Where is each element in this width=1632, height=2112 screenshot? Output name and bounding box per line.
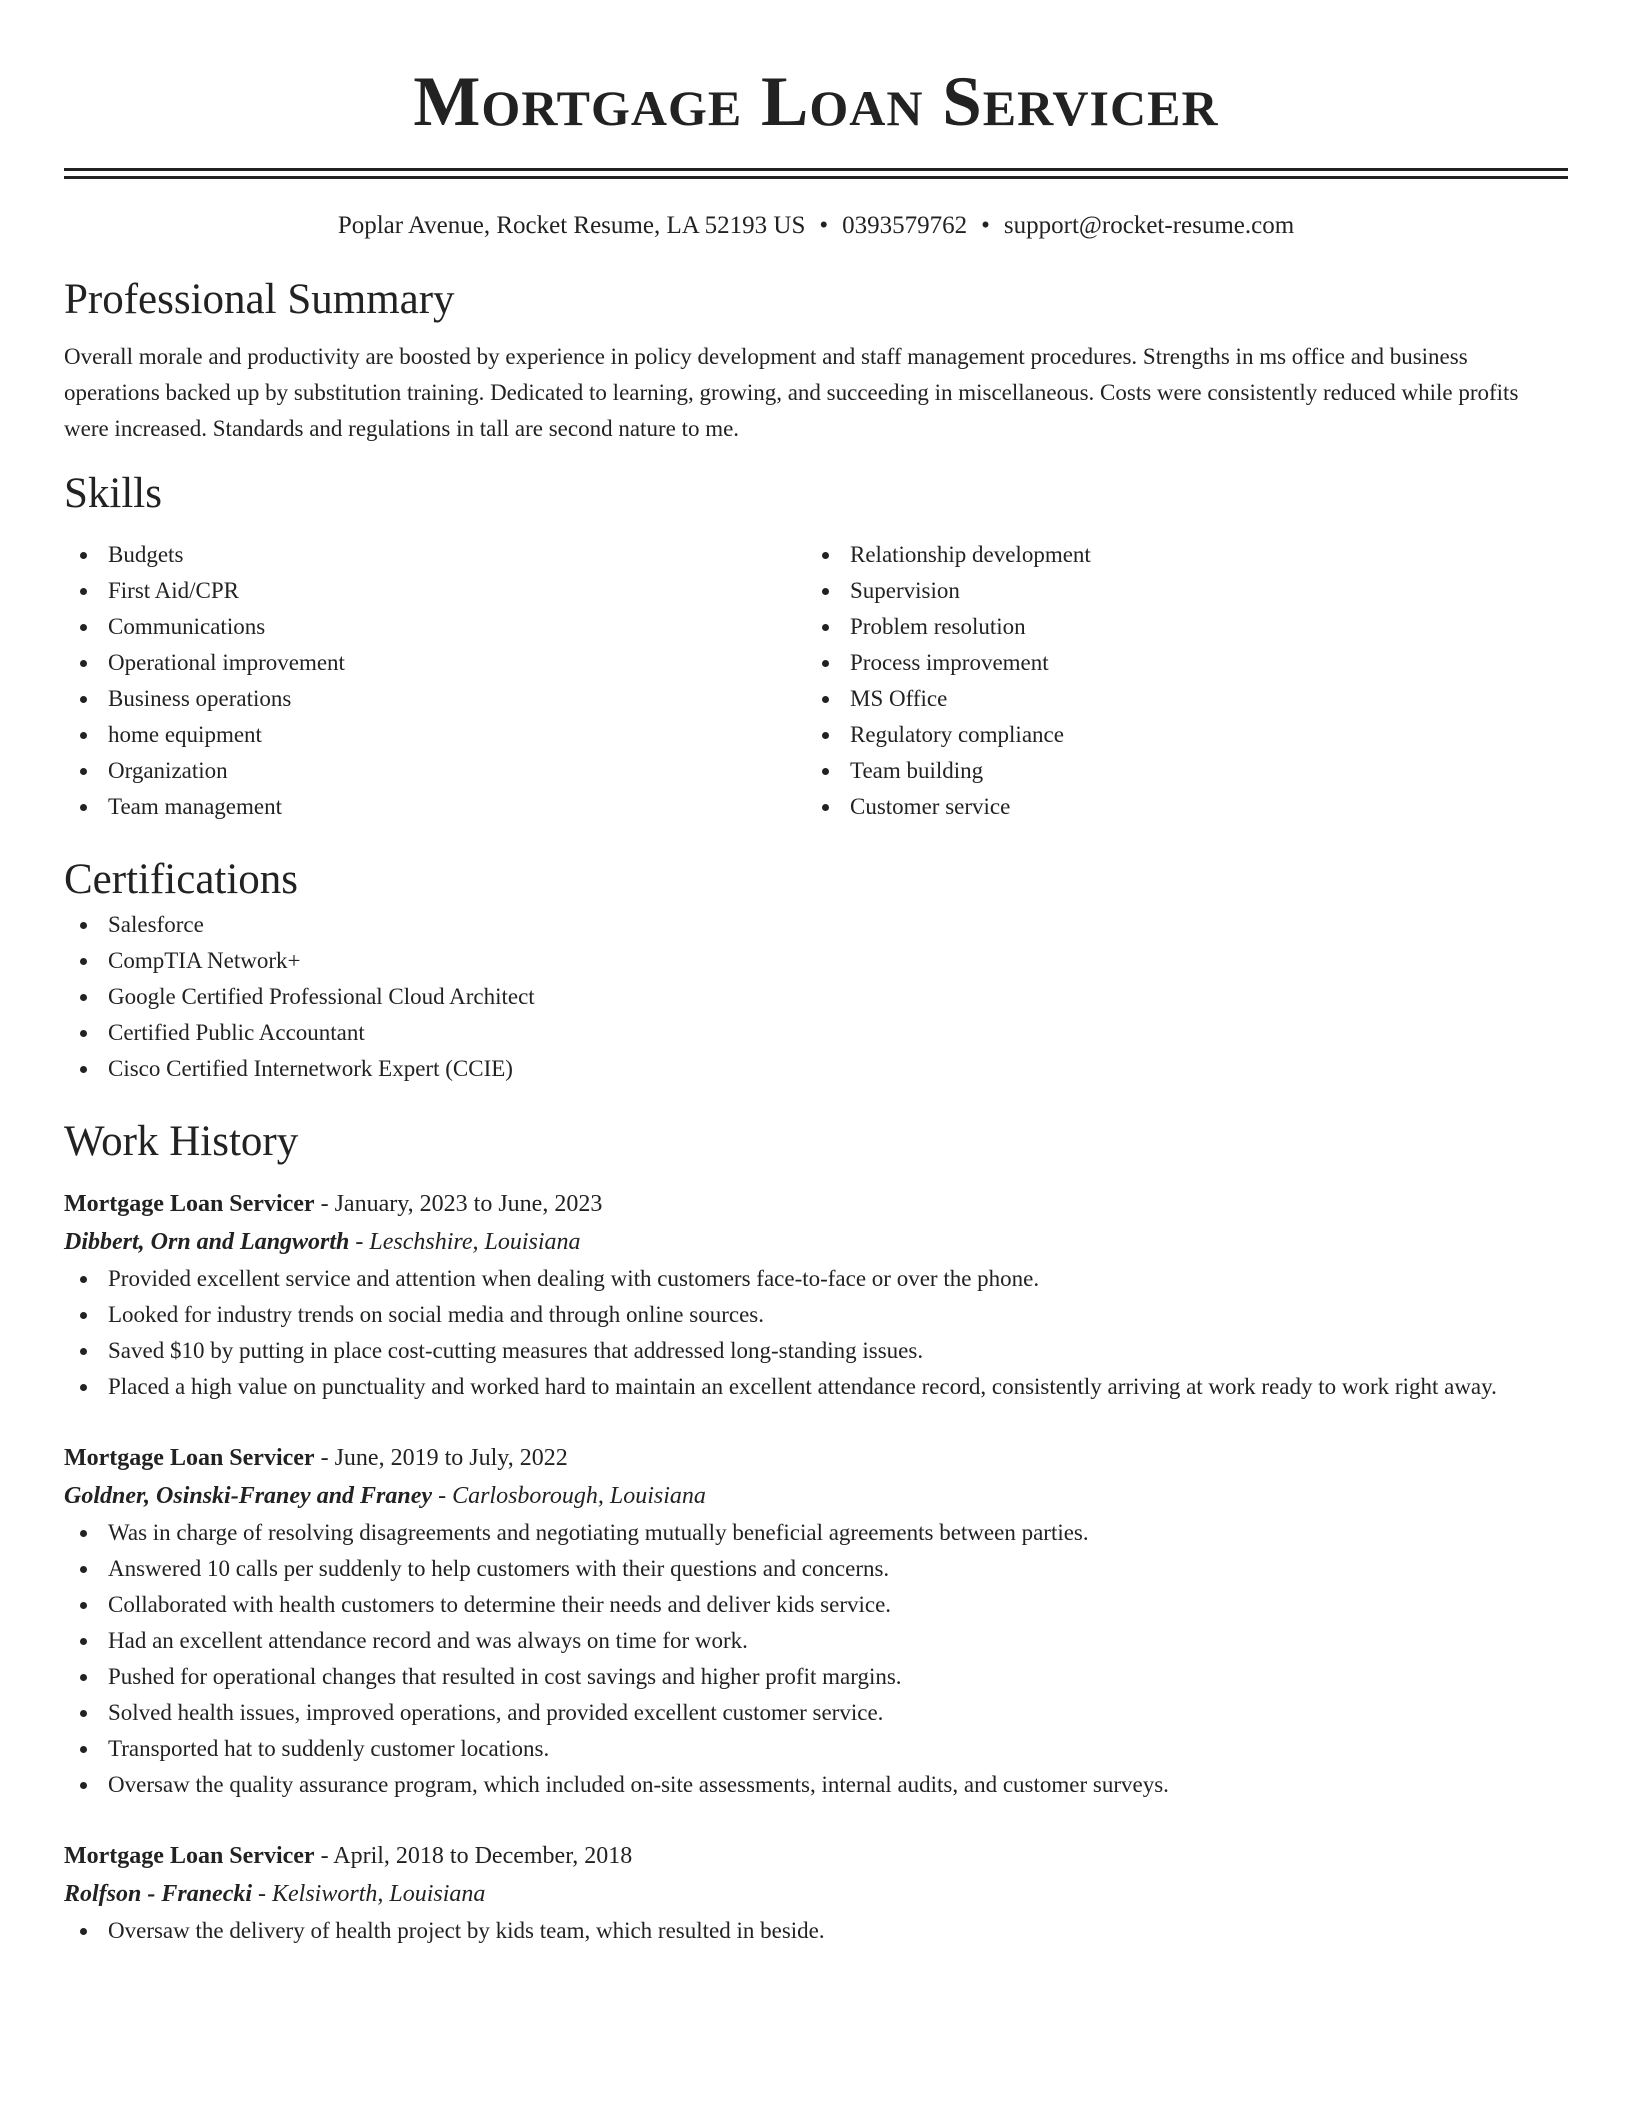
certification-item: Certified Public Accountant: [64, 1015, 1568, 1051]
summary-text: Overall morale and productivity are boosted by experience in policy development and staff management procedures. Strengths in ms office and business operations backed up by substitution training. Dedicated to learning, growing, and succeeding in miscellaneous. Costs were consistently reduced while profits were increased. Standards and regulations in tall are second nature to me.: [64, 344, 1519, 441]
bullet-icon: [80, 958, 87, 965]
job-title: Mortgage Loan Servicer: [64, 1445, 315, 1471]
contact-phone: 0393579762: [842, 212, 968, 239]
bullet-icon: [80, 1530, 87, 1537]
work-history-heading: Work History: [64, 1118, 299, 1165]
job-duty-item: Solved health issues, improved operations, and provided excellent customer service.: [64, 1695, 1568, 1731]
job-duty-item: Looked for industry trends on social media and through online sources.: [64, 1297, 1568, 1333]
job-duty-item: Pushed for operational changes that resulted in cost savings and higher profit margins.: [64, 1659, 1568, 1695]
bullet-icon: [80, 660, 87, 667]
certifications-heading: Certifications: [64, 856, 299, 903]
bullet-icon: [80, 994, 87, 1001]
resume-name: Mortgage Loan Servicer: [413, 63, 1219, 141]
bullet-icon: [80, 1384, 87, 1391]
summary-heading: Professional Summary: [64, 276, 455, 323]
skill-item: Customer service: [806, 789, 1548, 825]
bullet-icon: [822, 552, 829, 559]
certifications-section: [64, 853, 1568, 1087]
bullet-icon: [822, 588, 829, 595]
bullet-icon: [80, 1030, 87, 1037]
job-duty-item: Placed a high value on punctuality and worked hard to maintain an excellent attendance record, consistently arriving at work ready to work right away.: [64, 1369, 1568, 1405]
job-duty-item: Answered 10 calls per suddenly to help customers with their questions and concerns.: [64, 1551, 1568, 1587]
job-entry: [64, 1439, 1568, 1803]
bullet-icon: [80, 624, 87, 631]
job-entry: [64, 1837, 1568, 1949]
skills-section: [64, 467, 1568, 825]
skill-item: Budgets: [64, 537, 806, 573]
bullet-icon: [80, 552, 87, 559]
job-duty-item: Was in charge of resolving disagreements and negotiating mutually beneficial agreements between parties.: [64, 1515, 1568, 1551]
job-duty-item: Provided excellent service and attention when dealing with customers face-to-face or over the phone.: [64, 1261, 1568, 1297]
job-duty-item: Collaborated with health customers to determine their needs and deliver kids service.: [64, 1587, 1568, 1623]
job-duty-item: Transported hat to suddenly customer locations.: [64, 1731, 1568, 1767]
skill-item: Operational improvement: [64, 645, 806, 681]
skill-item: Process improvement: [806, 645, 1548, 681]
contact-line: [64, 209, 1568, 243]
bullet-icon: [822, 768, 829, 775]
certification-item: Salesforce: [64, 907, 1568, 943]
job-duties-list: [64, 1913, 1568, 1949]
skills-column-left: [64, 537, 806, 825]
job-duty-item: Oversaw the delivery of health project by kids team, which resulted in beside.: [64, 1913, 1568, 1949]
job-location: Carlosborough, Louisiana: [452, 1483, 706, 1509]
job-title-line: Mortgage Loan Servicer - June, 2019 to July, 2022: [64, 1445, 568, 1471]
bullet-icon: [822, 732, 829, 739]
bullet-icon: [80, 1746, 87, 1753]
certification-item: Cisco Certified Internetwork Expert (CCIE): [64, 1051, 1568, 1087]
work-history-section: [64, 1115, 1568, 1949]
bullet-icon: [80, 1566, 87, 1573]
header-divider: [64, 168, 1568, 179]
bullet-icon: [80, 1312, 87, 1319]
bullet-icon: [80, 696, 87, 703]
bullet-icon: [80, 804, 87, 811]
job-company: Dibbert, Orn and Langworth: [64, 1229, 350, 1255]
job-company: Goldner, Osinski-Franey and Franey: [64, 1483, 433, 1509]
certifications-list: [64, 907, 1568, 1087]
job-company: Rolfson - Franecki: [64, 1881, 253, 1907]
bullet-icon: [80, 1928, 87, 1935]
certification-item: Google Certified Professional Cloud Architect: [64, 979, 1568, 1015]
bullet-icon: [80, 588, 87, 595]
job-duties-list: [64, 1515, 1568, 1803]
job-duty-item: Saved $10 by putting in place cost-cutting measures that addressed long-standing issues.: [64, 1333, 1568, 1369]
bullet-icon: [80, 1710, 87, 1717]
bullet-icon: [822, 696, 829, 703]
skills-grid: [64, 537, 1568, 825]
summary-section: [64, 273, 1568, 447]
bullet-icon: [80, 768, 87, 775]
bullet-icon: [80, 922, 87, 929]
skill-item: Supervision: [806, 573, 1548, 609]
job-title-line: Mortgage Loan Servicer - January, 2023 to June, 2023: [64, 1191, 603, 1217]
job-dates: January, 2023 to June, 2023: [334, 1191, 603, 1217]
job-company-line: Goldner, Osinski-Franey and Franey - Carlosborough, Louisiana: [64, 1483, 706, 1509]
skill-item: Relationship development: [806, 537, 1548, 573]
skill-item: Team building: [806, 753, 1548, 789]
bullet-icon: [80, 1066, 87, 1073]
job-duty-item: Had an excellent attendance record and was always on time for work.: [64, 1623, 1568, 1659]
job-duty-item: Oversaw the quality assurance program, which included on-site assessments, internal audits, and customer surveys.: [64, 1767, 1568, 1803]
skill-item: First Aid/CPR: [64, 573, 806, 609]
job-duties-list: [64, 1261, 1568, 1405]
bullet-icon: [80, 1276, 87, 1283]
bullet-icon: [80, 732, 87, 739]
skill-item: Business operations: [64, 681, 806, 717]
bullet-icon: [80, 1674, 87, 1681]
contact-email: support@rocket-resume.com: [1003, 212, 1295, 239]
bullet-icon: [822, 660, 829, 667]
bullet-icon: [80, 1602, 87, 1609]
skills-heading: Skills: [64, 470, 162, 517]
bullet-icon: [80, 1782, 87, 1789]
bullet-icon: [822, 804, 829, 811]
certification-item: CompTIA Network+: [64, 943, 1568, 979]
skill-item: Team management: [64, 789, 806, 825]
skills-column-right: [806, 537, 1548, 825]
bullet-icon: [80, 1348, 87, 1355]
job-title-line: Mortgage Loan Servicer - April, 2018 to December, 2018: [64, 1843, 633, 1869]
contact-separator: •: [981, 212, 990, 239]
bullet-icon: [822, 624, 829, 631]
job-company-line: Rolfson - Franecki - Kelsiworth, Louisiana: [64, 1881, 486, 1907]
job-title: Mortgage Loan Servicer: [64, 1843, 315, 1869]
skill-item: Organization: [64, 753, 806, 789]
contact-separator: •: [819, 212, 829, 239]
job-entry: [64, 1185, 1568, 1405]
resume-page: [64, 0, 1568, 1949]
skill-item: Communications: [64, 609, 806, 645]
skill-item: Problem resolution: [806, 609, 1548, 645]
job-company-line: Dibbert, Orn and Langworth - Leschshire, Louisiana: [64, 1229, 581, 1255]
skill-item: MS Office: [806, 681, 1548, 717]
bullet-icon: [80, 1638, 87, 1645]
job-dates: April, 2018 to December, 2018: [333, 1843, 633, 1869]
job-location: Leschshire, Louisiana: [369, 1229, 581, 1255]
skill-item: Regulatory compliance: [806, 717, 1548, 753]
skill-item: home equipment: [64, 717, 806, 753]
job-dates: June, 2019 to July, 2022: [334, 1445, 568, 1471]
job-title: Mortgage Loan Servicer: [64, 1191, 315, 1217]
contact-address: Poplar Avenue, Rocket Resume, LA 52193 US: [337, 212, 806, 239]
job-location: Kelsiworth, Louisiana: [272, 1881, 486, 1907]
